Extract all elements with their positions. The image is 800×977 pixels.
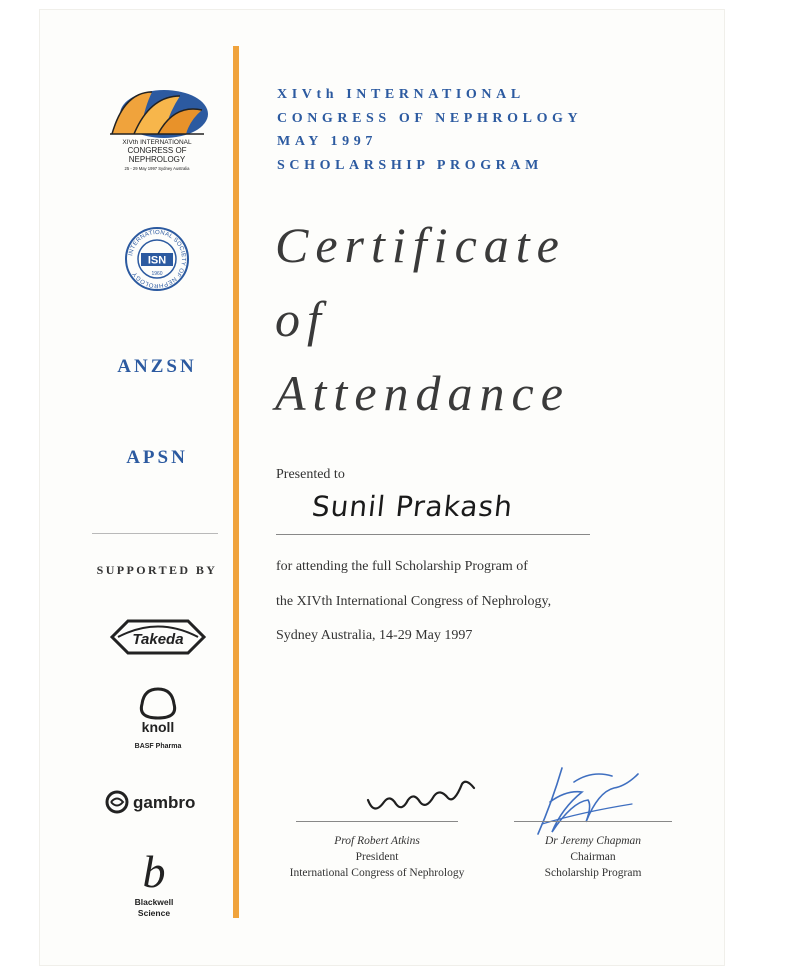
gambro-logo [104, 787, 214, 817]
header-line-4: SCHOLARSHIP PROGRAM [277, 158, 543, 173]
header-line-3: MAY 1997 [277, 134, 377, 149]
recipient-name-line [276, 534, 590, 535]
takeda-text: Takeda [132, 631, 184, 648]
atkins-signature [362, 770, 492, 820]
chapman-signature [522, 762, 652, 842]
icn-logo-line3: NEPHROLOGY [128, 155, 186, 164]
icn-logo-line1: XIVth INTERNATIONAL [122, 139, 192, 146]
icn-logo-line4: 25 - 29 May 1997 Sydney Australia [124, 166, 190, 171]
header-line-1: XIVth INTERNATIONAL [277, 87, 525, 102]
blackwell-b: b [142, 846, 166, 897]
atkins-signature-line [296, 821, 458, 822]
gambro-text: gambro [133, 793, 196, 812]
knoll-logo [126, 686, 190, 754]
signatory-org: Scholarship Program [544, 867, 642, 879]
body-line-3: Sydney Australia, 14-29 May 1997 [276, 628, 473, 643]
apsn-label: APSN [126, 447, 188, 468]
supported-by-label: SUPPORTED BY [96, 563, 218, 577]
chapman-signature-line [514, 821, 672, 822]
blackwell-text: Blackwell [134, 897, 174, 907]
presented-to-label: Presented to [276, 467, 345, 482]
signatory-chapman [496, 833, 690, 881]
anzsn-label: ANZSN [117, 356, 197, 377]
recipient-name: Sunil Prakash [310, 490, 515, 523]
left-divider [92, 533, 218, 534]
signatory-org: International Congress of Nephrology [289, 867, 465, 879]
orange-divider-bar [233, 46, 239, 918]
body-line-2: the XIVth International Congress of Nephrology, [276, 594, 552, 609]
icn-logo-line2: CONGRESS OF [127, 146, 187, 155]
blackwell-logo [124, 843, 184, 923]
isn-year: 1960 [151, 271, 163, 277]
signatory-title: Chairman [570, 851, 616, 863]
isn-center-text: ISN [147, 254, 167, 267]
title-of: of [275, 291, 328, 347]
title-certificate: Certificate [275, 217, 566, 273]
body-line-1: for attending the full Scholarship Program of [276, 559, 528, 574]
title-attendance: Attendance [275, 365, 570, 421]
signatory-name: Prof Robert Atkins [334, 835, 420, 847]
isn-seal [124, 226, 190, 292]
header-line-2: CONGRESS OF NEPHROLOGY [277, 111, 583, 126]
science-text: Science [137, 908, 171, 918]
signatory-title: President [355, 851, 399, 863]
isn-ring-text: INTERNATIONAL SOCIETY OF NEPHROLOGY [128, 229, 187, 289]
takeda-logo [108, 618, 208, 656]
basf-text: BASF Pharma [134, 743, 182, 750]
congress-logo [104, 86, 210, 176]
knoll-text: knoll [141, 719, 175, 735]
signatory-name: Dr Jeremy Chapman [544, 835, 642, 847]
signatory-atkins [272, 833, 482, 881]
